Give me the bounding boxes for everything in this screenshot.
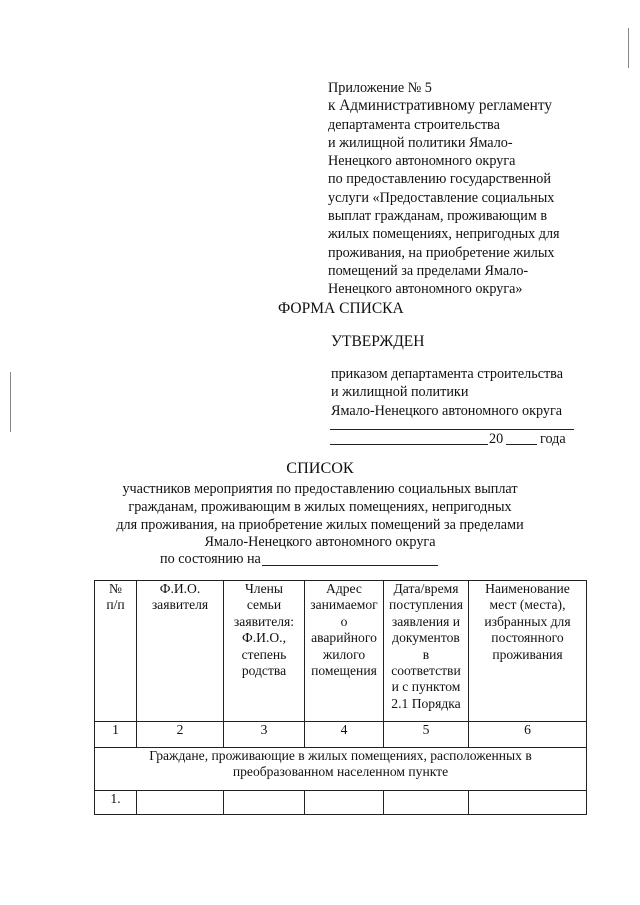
list-description-line: Ямало-Ненецкого автономного округа: [204, 534, 436, 551]
column-number: 1: [95, 722, 137, 748]
column-number: 4: [305, 722, 384, 748]
date-blank-line: [330, 444, 488, 445]
group-row-text: Граждане, проживающие в жилых помещениях, расположенных в преобразованном населенном пункте: [95, 748, 587, 791]
appendix-line: к Административному регламенту: [328, 97, 552, 115]
table-cell-empty: [224, 791, 305, 815]
column-number: 2: [137, 722, 224, 748]
header-cell-places: Наименование мест (места), избранных для постоянного проживания: [469, 581, 587, 722]
column-number: 5: [384, 722, 469, 748]
table-row: [95, 791, 587, 815]
approval-line: Ямало-Ненецкого автономного округа: [331, 402, 563, 419]
year-prefix: 20: [489, 431, 504, 447]
form-title: ФОРМА СПИСКА: [278, 300, 404, 317]
year-blank-line: [506, 444, 537, 445]
scan-edge-mark-left: [10, 372, 11, 432]
appendix-line: Ненецкого автономного округа: [328, 153, 516, 170]
list-title: СПИСОК: [286, 459, 354, 477]
list-description-line: участников мероприятия по предоставлению социальных выплат: [122, 481, 518, 497]
approval-order-text: [331, 365, 563, 420]
appendix-line: помещений за пределами Ямало-: [328, 262, 529, 279]
appendix-line: департамента строительства: [328, 116, 500, 133]
column-number: 6: [469, 722, 587, 748]
list-description-line: для проживания, на приобретение жилых помещений за пределами: [116, 516, 524, 533]
header-cell-address: Адрес занимаемог о аварийного жилого помещения: [305, 581, 384, 722]
header-cell-date: Дата/время поступления заявления и документов в соответстви и с пунктом 2.1 Порядка: [384, 581, 469, 722]
appendix-line: жилых помещениях, непригодных для: [328, 226, 560, 243]
row-number: 1.: [95, 791, 137, 815]
approval-line: и жилищной политики: [331, 384, 469, 401]
header-cell-number: № п/п: [95, 581, 137, 722]
table-header-row: [95, 581, 587, 722]
year-suffix: года: [540, 431, 566, 447]
participants-table: [94, 580, 587, 815]
table-group-row: [95, 748, 587, 791]
list-description: [100, 481, 540, 552]
list-description-line: гражданам, проживающим в жилых помещениях, непригодных: [128, 498, 512, 515]
state-as-of-label: по состоянию на: [160, 551, 261, 567]
appendix-line: по предоставлению государственной: [328, 171, 551, 188]
scan-edge-mark-right: [628, 28, 629, 68]
table-cell-empty: [305, 791, 384, 815]
column-number-row: [95, 722, 587, 748]
appendix-line: проживания, на приобретение жилых: [328, 244, 555, 261]
table-cell-empty: [137, 791, 224, 815]
appendix-line: Приложение № 5: [328, 80, 432, 96]
date-blank-row: [330, 430, 580, 448]
table-cell-empty: [384, 791, 469, 815]
column-number: 3: [224, 722, 305, 748]
table-cell-empty: [469, 791, 587, 815]
appendix-block: [328, 79, 628, 299]
state-date-blank-line: [262, 565, 438, 566]
appendix-line: выплат гражданам, проживающим в: [328, 208, 548, 225]
appendix-line: Ненецкого автономного округа»: [328, 281, 523, 298]
appendix-line: и жилищной политики Ямало-: [328, 134, 513, 151]
approval-line: приказом департамента строительства: [331, 366, 563, 382]
header-cell-family: Члены семьи заявителя: Ф.И.О., степень родства: [224, 581, 305, 722]
appendix-line: услуги «Предоставление социальных: [328, 189, 555, 206]
header-cell-applicant: Ф.И.О. заявителя: [137, 581, 224, 722]
approval-heading: УТВЕРЖДЕН: [331, 333, 425, 350]
